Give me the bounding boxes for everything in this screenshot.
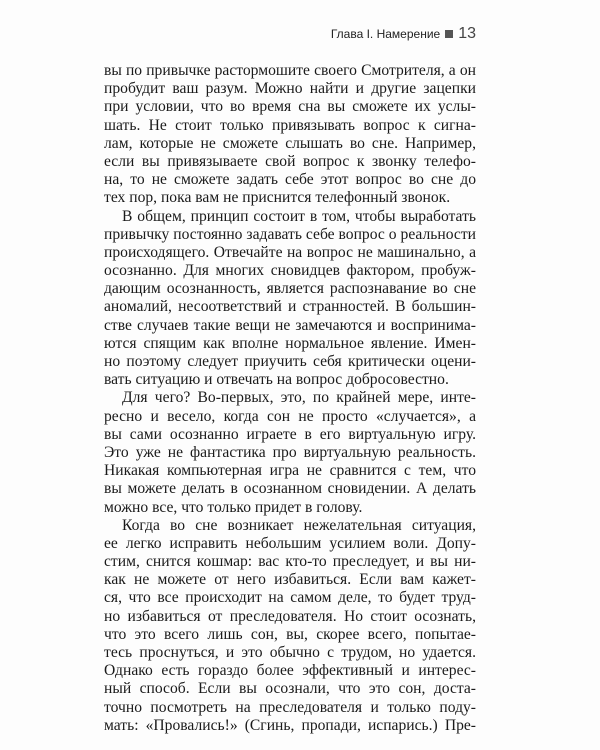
- text-line: Когда во сне возникает нежелательная ситуация,: [122, 516, 476, 534]
- paragraph: [104, 517, 476, 735]
- text-line: но избавиться от преследователя. Но стоит осознать,: [104, 607, 476, 625]
- page-body: [104, 62, 476, 735]
- page-number: 13: [458, 25, 476, 42]
- text-line: ресно и весело, когда сон не просто «случается», а: [104, 407, 476, 425]
- text-line: аномалий, несоответствий и странностей. В большин-: [104, 298, 476, 316]
- square-bullet-icon: [445, 30, 453, 38]
- text-line: ся, что все происходит на самом деле, то будет труд-: [104, 589, 476, 607]
- text-line: привычку постоянно задавать себе вопрос о реальности: [104, 225, 476, 243]
- text-line: Однако есть гораздо более эффективный и интерес-: [104, 662, 476, 680]
- text-line: тесь проснуться, и это обычно с трудом, но удается.: [104, 644, 476, 661]
- text-line: можно все, что только придет в голову.: [104, 498, 363, 516]
- text-line: ее легко исправить небольшим усилием воли. Допу-: [104, 534, 476, 552]
- text-line: Это уже не фантастика про виртуальную реальность.: [104, 443, 476, 461]
- text-line: Никакая компьютерная игра не сравнится с тем, что: [104, 462, 476, 480]
- text-line: как не можете от него избавиться. Если вам кажет-: [104, 571, 476, 589]
- text-line: вы сами осознанно играете в его виртуальную игру.: [104, 425, 476, 443]
- text-line: шать. Не стоит только привязывать вопрос к сигна-: [104, 116, 476, 134]
- text-line: происходящего. Отвечайте на вопрос не машинально, а: [104, 243, 476, 261]
- text-line: но поэтому следует приучить себя критически оцени-: [104, 353, 476, 370]
- paragraph: [104, 62, 476, 208]
- text-line: В общем, принцип состоит в том, чтобы выработать: [122, 207, 476, 225]
- text-line: ный способ. Если вы осознали, что это сон, доста-: [104, 680, 476, 698]
- text-line: если вы привязываете свой вопрос к звонку телефо-: [104, 152, 476, 170]
- text-line: осознанно. Для многих сновидцев фактором, пробуж-: [104, 262, 476, 280]
- text-line: лам, которые не сможете слышать во сне. Например,: [104, 134, 476, 152]
- text-line: вать ситуацию и отвечать на вопрос добросовестно.: [104, 371, 449, 389]
- text-line: стве случаев такие вещи не замечаются и воспринима-: [104, 316, 476, 334]
- text-line: ются спящим как вполне нормальное явление. Имен-: [104, 334, 476, 352]
- text-line: точно посмотреть на преследователя и только поду-: [104, 698, 476, 716]
- text-line: при условии, что во время сна вы сможете их услы-: [104, 98, 476, 116]
- text-line: мать: «Провались!» (Сгинь, пропади, испарись.) Пре-: [104, 716, 476, 734]
- paragraph: [104, 208, 476, 390]
- chapter-title: Глава I. Намерение: [330, 27, 441, 41]
- text-line: стим, снится кошмар: вас кто-то преследует, и вы ни-: [104, 553, 476, 571]
- text-line: на, то не сможете задать себе этот вопрос во сне до: [104, 171, 476, 189]
- text-line: дающим осознанность, является распознавание во сне: [104, 280, 476, 298]
- text-line: тех пор, пока вам не приснится телефонный звонок.: [104, 189, 451, 207]
- text-line: вы можете делать в осознанном сновидении. А делать: [104, 480, 476, 498]
- paragraph: [104, 389, 476, 516]
- running-header: [331, 25, 476, 43]
- text-line: пробудит ваш разум. Можно найти и другие зацепки: [104, 80, 476, 98]
- text-line: Для чего? Во-первых, это, по крайней мере, инте-: [122, 389, 476, 407]
- text-line: вы по привычке растормошите своего Смотрителя, а он: [104, 62, 476, 79]
- text-line: что это всего лишь сон, вы, скорее всего, попытае-: [104, 625, 476, 643]
